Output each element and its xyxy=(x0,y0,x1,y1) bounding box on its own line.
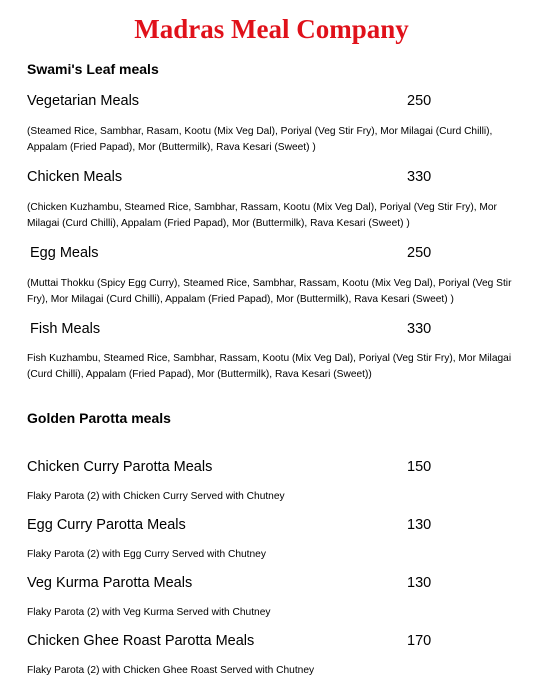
menu-item-price: 170 xyxy=(407,633,432,649)
menu-item-name: Egg Meals xyxy=(30,245,99,261)
menu-item-description: Flaky Parota (2) with Chicken Ghee Roast Served with Chutney xyxy=(27,665,315,676)
menu-item-description: Flaky Parota (2) with Veg Kurma Served with Chutney xyxy=(27,607,271,618)
menu-item-price: 130 xyxy=(407,575,432,591)
menu-item-name: Chicken Ghee Roast Parotta Meals xyxy=(27,633,255,649)
menu-item-name: Chicken Meals xyxy=(27,169,123,185)
menu-item-price: 150 xyxy=(407,459,432,475)
menu-item-name: Fish Meals xyxy=(30,321,101,337)
menu-item-description: (Chicken Kuzhambu, Steamed Rice, Sambhar, Rassam, Kootu (Mix Veg Dal), Poriyal (Veg Stir Fry), Mor Milagai (Curd Chilli), Appalam (Fried Papad), Mor (Buttermilk), Rava Kesari (Sweet) ) xyxy=(27,202,497,229)
menu-item-price: 250 xyxy=(407,93,432,109)
section-title-swamis-leaf-meals: Swami's Leaf meals xyxy=(27,61,159,77)
menu-item-description: (Muttai Thokku (Spicy Egg Curry), Steamed Rice, Sambhar, Rassam, Kootu (Mix Veg Dal), Poriyal (Veg Stir Fry), Mor Milagai (Curd Chilli), Appalam (Fried Papad), Mor (Buttermilk), Rava Kesari (Sweet) ) xyxy=(27,278,512,305)
section-title-golden-parotta-meals: Golden Parotta meals xyxy=(27,410,171,426)
menu-item-description: Fish Kuzhambu, Steamed Rice, Sambhar, Rassam, Kootu (Mix Veg Dal), Poriyal (Veg Stir Fry), Mor Milagai (Curd Chilli), Appalam (Fried Papad), Mor (Buttermilk), Rava Kesari (Sweet)) xyxy=(27,353,512,380)
menu-item-price: 330 xyxy=(407,321,432,337)
menu-item-name: Vegetarian Meals xyxy=(27,93,140,109)
menu-item-name: Chicken Curry Parotta Meals xyxy=(27,459,213,475)
menu-item-description: Flaky Parota (2) with Egg Curry Served with Chutney xyxy=(27,549,266,560)
menu-item-name: Veg Kurma Parotta Meals xyxy=(27,575,193,591)
menu-item-description: (Steamed Rice, Sambhar, Rasam, Kootu (Mix Veg Dal), Poriyal (Veg Stir Fry), Mor Milagai (Curd Chilli), Appalam (Fried Papad), Mor (Buttermilk), Rava Kesari (Sweet) ) xyxy=(27,126,493,153)
menu-item-name: Egg Curry Parotta Meals xyxy=(27,517,186,533)
menu-item-price: 330 xyxy=(407,169,432,185)
menu-item-description: Flaky Parota (2) with Chicken Curry Served with Chutney xyxy=(27,491,285,502)
restaurant-title: Madras Meal Company xyxy=(134,14,409,44)
menu-item-price: 130 xyxy=(407,517,432,533)
menu-item-price: 250 xyxy=(407,245,432,261)
